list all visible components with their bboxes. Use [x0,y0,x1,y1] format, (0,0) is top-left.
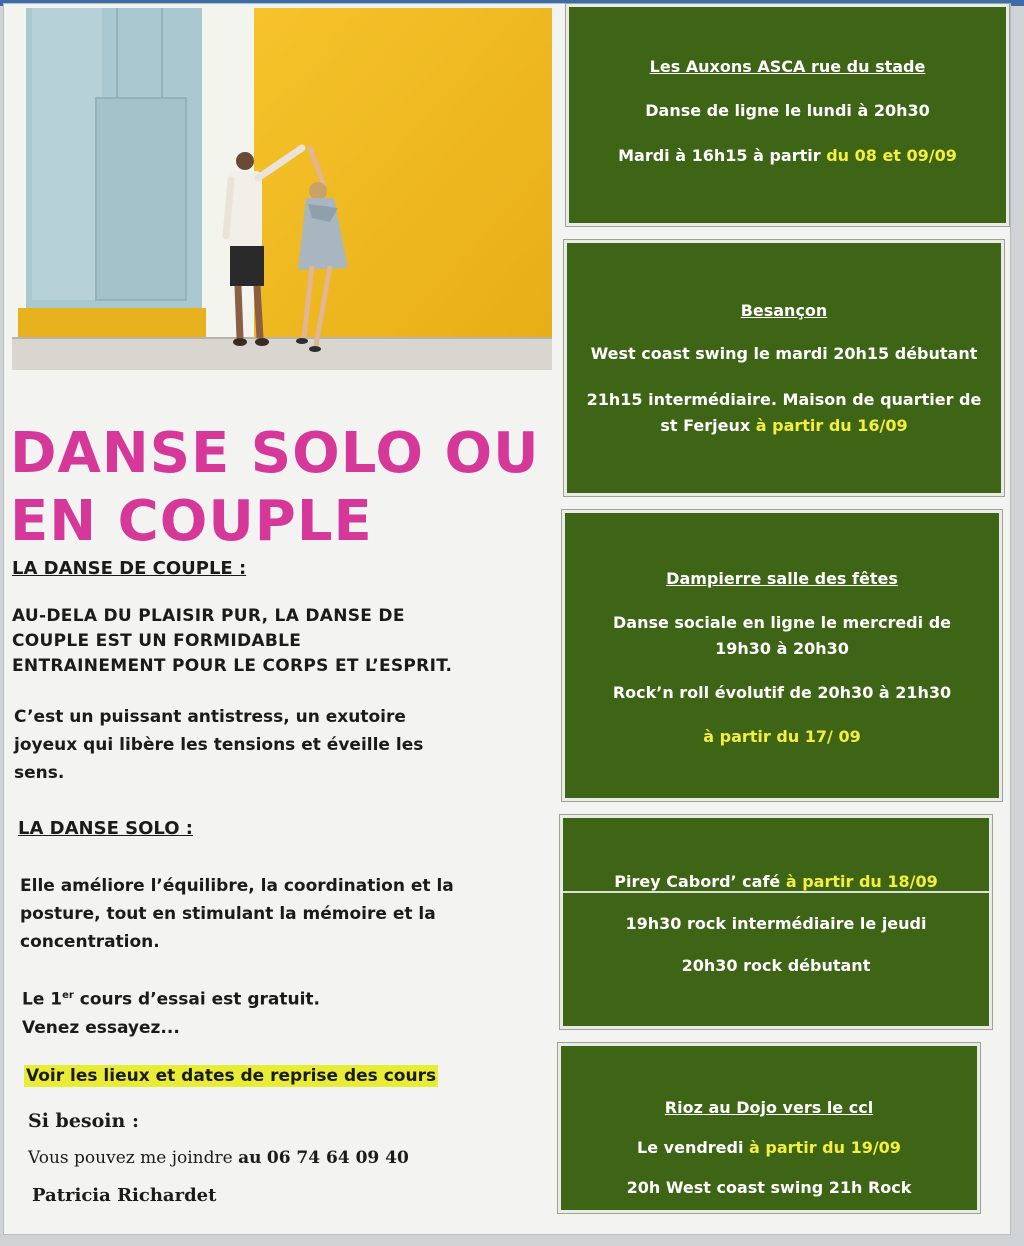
contact-line [28,1148,409,1168]
box-line: 21h15 intermédiaire. Maison de quartier de [586,390,982,409]
box-line: 19h30 à 20h30 [715,639,849,658]
solo-heading: LA DANSE SOLO : [18,818,193,839]
box-title: Pirey Cabord’ café à partir du 18/09 [614,872,938,891]
trial-prefix: Le 1 [22,989,63,1010]
contact-phone: 06 74 64 09 40 [266,1148,409,1168]
headline-line-1: DANSE SOLO OU [10,421,540,486]
box-divider [563,891,989,893]
couple-heading: LA DANSE DE COUPLE : [12,558,247,579]
box-line: 20h West coast swing 21h Rock [626,1178,912,1197]
solo-body-line: concentration. [20,932,160,952]
location-box-pirey [560,815,992,1029]
couple-caps-text [12,604,452,679]
couple-body-line: C’est un puissant antistress, un exutoire [14,707,406,727]
see-locations-highlight [24,1066,438,1086]
box-line: st Ferjeux à partir du 16/09 [660,416,908,435]
flyer-headline [10,420,550,556]
dancing-couple-photo [12,8,552,370]
headline-line-2: EN COUPLE [10,489,373,554]
trial-sup: er [62,990,74,1001]
box-line: Danse sociale en ligne le mercredi de [612,613,951,632]
solo-body-line: posture, tout en stimulant la mémoire et la [20,904,436,924]
trial-suffix: cours d’essai est gratuit. [73,989,320,1010]
box-line: 20h30 rock débutant [681,956,871,975]
box-title: Besançon [740,301,828,320]
box-line: 19h30 rock intermédiaire le jeudi [625,914,927,933]
couple-caps-line: ENTRAINEMENT POUR LE CORPS ET L’ESPRIT. [12,656,453,676]
couple-caps-line: AU-DELA DU PLAISIR PUR, LA DANSE DE [12,606,405,626]
location-box-rioz [558,1043,980,1213]
box-title: Les Auxons ASCA rue du stade [649,57,926,76]
couple-body-line: sens. [14,763,65,783]
location-box-dampierre [562,510,1002,801]
box-line: Mardi à 16h15 à partir du 08 et 09/09 [618,146,957,165]
trial-line-2: Venez essayez... [22,1017,180,1038]
box-line: à partir du 17/ 09 [703,727,861,746]
contact-name: Patricia Richardet [32,1185,217,1206]
box-line: Rock’n roll évolutif de 20h30 à 21h30 [612,683,952,702]
couple-body-line: joyeux qui libère les tensions et éveille les [14,735,424,755]
contact-au: au [238,1148,262,1168]
box-line: Le vendredi à partir du 19/09 [637,1138,901,1157]
solo-body-line: Elle améliore l’équilibre, la coordination et la [20,876,454,896]
contact-joindre: Vous pouvez me joindre [28,1148,233,1168]
solo-body-text [20,872,454,956]
box-line: Danse de ligne le lundi à 20h30 [645,101,930,120]
couple-caps-line: COUPLE EST UN FORMIDABLE [12,631,302,651]
highlight-text: Voir les lieux et dates de reprise des cours [26,1066,437,1086]
box-line: West coast swing le mardi 20h15 débutant [590,344,978,363]
box-title: Rioz au Dojo vers le ccl [664,1098,874,1117]
si-besoin-label: Si besoin : [28,1110,139,1132]
box-title: Dampierre salle des fêtes [666,569,898,588]
trial-text [22,982,320,1042]
location-box-les-auxons [566,4,1009,226]
couple-body-text [14,703,423,787]
location-box-besancon [564,240,1004,496]
